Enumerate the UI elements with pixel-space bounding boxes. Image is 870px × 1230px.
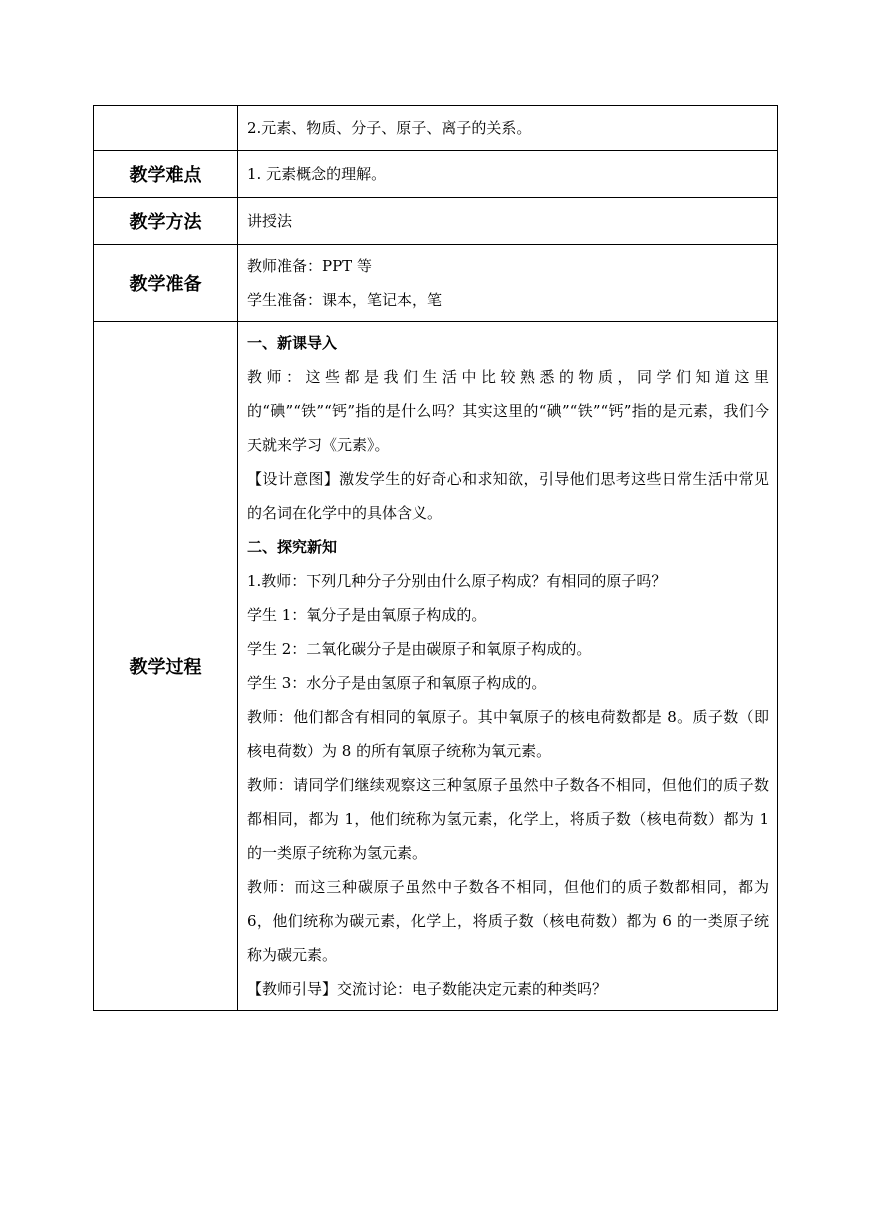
table-row <box>94 198 778 245</box>
process-content <box>238 322 778 1011</box>
row-label-process: 教学过程 <box>94 322 238 1011</box>
row-label-empty <box>94 106 238 151</box>
content-line: 教师准备：PPT 等 <box>247 257 372 275</box>
paragraph: 教师：他们都含有相同的氧原子。其中氧原子的核电荷数都是 8。质子数（即核电荷数）为 8 的所有氧原子统称为氧元素。 <box>247 708 769 760</box>
paragraph: 教师：而这三种碳原子虽然中子数各不相同，但他们的质子数都相同，都为 6，他们统称为碳元素，化学上，将质子数（核电荷数）都为 6 的一类原子统称为碳元素。 <box>247 878 769 964</box>
table-row <box>94 151 778 198</box>
difficulty-content <box>238 151 778 198</box>
paragraph: 1.教师：下列几种分子分别由什么原子构成？有相同的原子吗？ <box>247 572 667 590</box>
section-heading: 二、探究新知 <box>247 538 338 556</box>
paragraph: 【教师引导】交流讨论：电子数能决定元素的种类吗？ <box>247 980 608 998</box>
paragraph: 教师：请同学们继续观察这三种氢原子虽然中子数各不相同，但他们的质子数都相同，都为 1，他们统称为氢元素，化学上，将质子数（核电荷数）都为 1 的一类原子统称为氢元素。 <box>247 776 769 862</box>
method-content <box>238 198 778 245</box>
table-row <box>94 322 778 1011</box>
table-row <box>94 245 778 322</box>
section-heading: 一、新课导入 <box>247 334 338 352</box>
key-points-continuation <box>238 106 778 151</box>
content-line: 1. 元素概念的理解。 <box>247 165 387 183</box>
paragraph: 学生 1：氧分子是由氧原子构成的。 <box>247 606 487 624</box>
content-line: 2.元素、物质、分子、原子、离子的关系。 <box>247 119 532 137</box>
content-line: 学生准备：课本，笔记本，笔 <box>247 291 443 309</box>
row-label-difficulty: 教学难点 <box>94 151 238 198</box>
table-row <box>94 106 778 151</box>
paragraph: 教师：这些都是我们生活中比较熟悉的物质，同学们知道这里的“碘”“铁”“钙”指的是什么吗？其实这里的“碘”“铁”“钙”指的是元素，我们今天就来学习《元素》。 <box>247 368 769 454</box>
row-label-preparation: 教学准备 <box>94 245 238 322</box>
paragraph: 学生 3：水分子是由氢原子和氧原子构成的。 <box>247 674 547 692</box>
lesson-plan-table <box>93 105 778 1011</box>
paragraph: 学生 2：二氧化碳分子是由碳原子和氧原子构成的。 <box>247 640 592 658</box>
content-line: 讲授法 <box>247 212 293 230</box>
row-label-method: 教学方法 <box>94 198 238 245</box>
preparation-content <box>238 245 778 322</box>
paragraph: 【设计意图】激发学生的好奇心和求知欲，引导他们思考这些日常生活中常见的名词在化学中的具体含义。 <box>247 470 769 522</box>
